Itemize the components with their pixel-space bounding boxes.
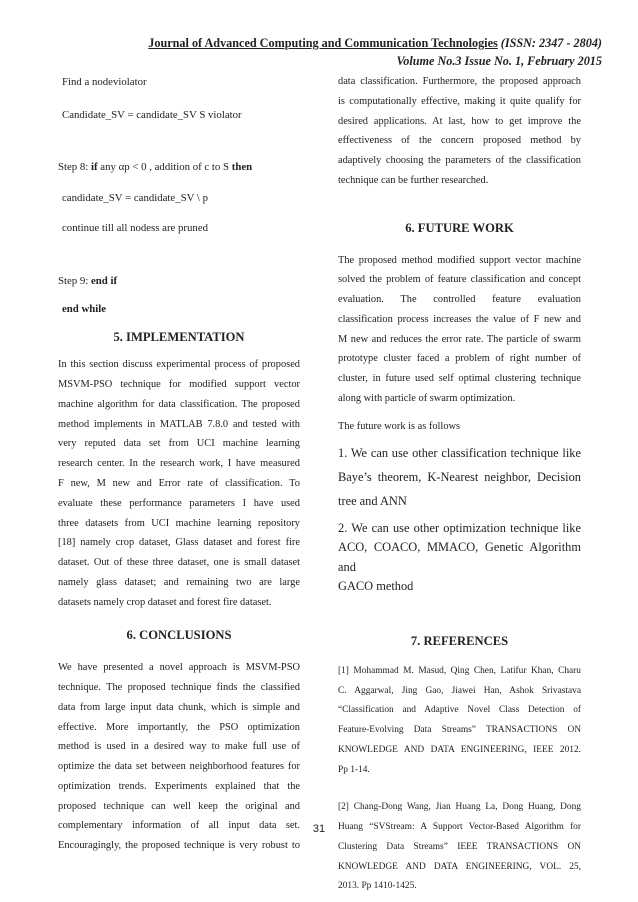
section-title-implementation: 5. IMPLEMENTATION [113, 329, 245, 344]
future-work-intro: The future work is as follows [338, 420, 461, 432]
text-line: proposed technique can well keep the original and [58, 800, 300, 812]
section-title-conclusions: 6. CONCLUSIONS [126, 628, 232, 643]
text-line: machine algorithm for data classification. The proposed [58, 398, 300, 410]
text-line: data from large input data chunk, which is simple and [58, 701, 300, 713]
reference-line: [2] Chang-Dong Wang, Jian Huang La, Dong Huang, Dong [338, 802, 581, 813]
text-line: In this section discuss experimental process of proposed [58, 359, 300, 371]
text-line: effectiveness of the concern proposed method by [338, 135, 581, 147]
text-line: dataset. Out of these three dataset, one is small dataset [58, 557, 300, 569]
reference-line: KNOWLEDGE AND DATA ENGINEERING, IEEE 2012. [338, 744, 581, 755]
reference-2 [338, 798, 581, 897]
text-line: prototype cluster faced a problem of right number of [338, 353, 581, 365]
text-line: solved the problem of feature classification and concept [338, 274, 581, 286]
algo-line: candidate_SV = candidate_SV \ p [62, 191, 209, 204]
text-line: along with particle of swarm optimization. [338, 392, 516, 404]
future-item-1 [338, 442, 581, 513]
reference-line: “Classification and Adaptive Novel Class Detection of [338, 705, 581, 716]
algorithm-block [58, 72, 300, 320]
list-item-line: Baye’s theorem, K-Nearest neighbor, Decision [338, 469, 581, 484]
reference-1 [338, 662, 581, 781]
reference-line: Feature-Evolving Data Streams” TRANSACTIONS ON [338, 725, 581, 736]
section-title-references: 7. REFERENCES [410, 633, 509, 648]
text-line: effective. More importantly, the PSO optimization [58, 721, 300, 733]
text-line: datasets namely crop dataset and forest fire dataset. [58, 596, 272, 608]
text-line: [18] namely crop dataset, Glass dataset and forest fire [58, 537, 300, 549]
reference-line: KNOWLEDGE AND DATA ENGINEERING, VOL. 25, [338, 861, 581, 872]
algo-line: end while [62, 303, 107, 315]
text-line: classification process increases the value of F new and [338, 313, 581, 325]
text-line: data classification. Furthermore, the proposed approach [338, 76, 581, 87]
reference-line: 2013. Pp 1410-1425. [338, 881, 417, 892]
future-work-text [338, 251, 581, 409]
algo-line: Find a nodeviolator [62, 76, 147, 88]
list-item-line: ACO, COACO, MMACO, Genetic Algorithm and [338, 540, 581, 574]
page-number: 31 [312, 823, 326, 835]
text-line: method implements in MATLAB 7.8.0 and tested with [58, 418, 300, 430]
text-line: desired applications. At last, how to get improve the [338, 115, 581, 127]
text-line: technique can be further researched. [338, 174, 489, 186]
text-line: F new, M new and Error rate of classification. To [58, 478, 300, 490]
reference-line: Huang “SVStream: A Support Vector-Based Algorithm for [338, 822, 581, 833]
text-line: adaptively choosing the parameters of the classification [338, 155, 581, 167]
conclusions-continued [338, 72, 581, 191]
algo-line: Candidate_SV = candidate_SV S violator [62, 108, 242, 121]
text-line: technique. The proposed technique finds the classified [58, 682, 300, 694]
text-line: very reputed data set from UCI machine learning [58, 438, 300, 450]
algo-step-9: Step 9: end if [58, 274, 118, 287]
reference-line: Clustering Data Streams” IEEE TRANSACTIONS ON [338, 841, 581, 852]
text-line: evaluation. The controlled feature evaluation [338, 294, 581, 306]
journal-header [148, 36, 602, 52]
text-line: is computationally effective, making it quite qualify for [338, 95, 581, 107]
text-line: cluster, in future used self optimal clustering technique [338, 373, 581, 385]
text-line: Encouragingly, the proposed technique is very robust to [58, 840, 300, 852]
left-column [58, 72, 300, 856]
list-item-line: 2. We can use other optimization technique like [338, 521, 581, 536]
text-line: M new and reduces the error rate. The particle of swarm [338, 333, 581, 345]
reference-line: Pp 1-14. [338, 764, 370, 775]
algo-line: continue till all nodess are pruned [62, 222, 209, 234]
text-line: optimization trends. Experiments explained that the [58, 780, 300, 792]
section-title-future-work: 6. FUTURE WORK [405, 220, 514, 235]
list-item-line: 1. We can use other classification technique like [338, 446, 581, 461]
text-line: We have presented a novel approach is MSVM-PSO [58, 662, 300, 674]
algo-step-8: Step 8: if any αp < 0 , addition of c to S then [58, 161, 253, 173]
text-line: optimize the data set between neighborhood features for [58, 761, 300, 773]
journal-title: Journal of Advanced Computing and Communication Technologies [148, 36, 498, 50]
text-line: method is used in a desired way to make full use of [58, 741, 300, 753]
text-line: three datasets from UCI machine learning repository [58, 517, 300, 529]
reference-line: [1] Mohammad M. Masud, Qing Chen, Latifur Khan, Charu [338, 665, 581, 676]
list-item-line: tree and ANN [338, 493, 407, 508]
reference-line: C. Aggarwal, Jing Gao, Jiawei Han, Ashok Srivastava [338, 685, 581, 696]
text-line: evaluate these performance parameters I have used [58, 497, 300, 509]
journal-issn: (ISSN: 2347 - 2804) [500, 36, 602, 50]
text-line: namely glass dataset; and remaining two are large [58, 576, 300, 588]
list-item-line: GACO method [338, 578, 414, 593]
journal-issue: Volume No.3 Issue No. 1, February 2015 [396, 54, 602, 68]
implementation-text [58, 355, 300, 612]
text-line: research center. In the research work, I have measured [58, 458, 300, 470]
text-line: The proposed method modified support vector machine [338, 254, 581, 266]
future-item-2 [338, 519, 581, 596]
text-line: complementary information of all input data set. [58, 820, 300, 832]
right-column [338, 72, 581, 897]
text-line: MSVM-PSO technique for modified support vector [58, 379, 300, 391]
